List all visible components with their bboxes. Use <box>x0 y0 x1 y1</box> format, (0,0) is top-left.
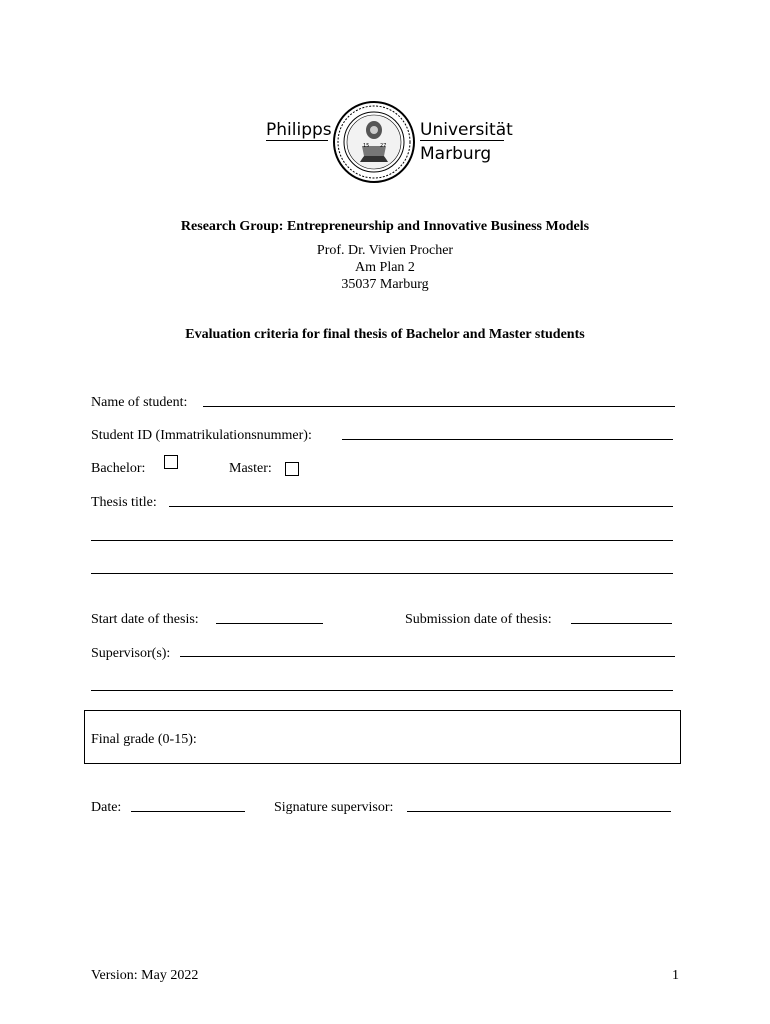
submission-date-label: Submission date of thesis: <box>405 612 552 627</box>
bachelor-checkbox[interactable] <box>164 455 178 469</box>
signature-field[interactable] <box>407 811 671 812</box>
logo-rule-left <box>266 140 328 141</box>
address-city: 35037 Marburg <box>341 277 429 292</box>
date-label: Date: <box>91 800 122 815</box>
university-seal-icon <box>332 100 416 184</box>
student-id-field[interactable] <box>342 439 673 440</box>
master-label: Master: <box>229 461 272 476</box>
supervisor-field[interactable] <box>180 656 675 657</box>
page-number: 1 <box>672 968 679 983</box>
document-title: Evaluation criteria for final thesis of Bachelor and Master students <box>185 327 585 342</box>
start-date-label: Start date of thesis: <box>91 612 199 627</box>
address-street: Am Plan 2 <box>355 260 415 275</box>
start-date-field[interactable] <box>216 623 323 624</box>
thesis-title-label: Thesis title: <box>91 495 157 510</box>
final-grade-label: Final grade (0-15): <box>91 732 197 747</box>
date-field[interactable] <box>131 811 245 812</box>
logo-rule-right <box>420 140 504 141</box>
logo-word-philipps: Philipps <box>266 120 332 140</box>
signature-label: Signature supervisor: <box>274 800 394 815</box>
version-footer: Version: May 2022 <box>91 968 199 983</box>
submission-date-field[interactable] <box>571 623 672 624</box>
thesis-title-line-2[interactable] <box>91 540 673 541</box>
student-name-label: Name of student: <box>91 395 188 410</box>
master-checkbox[interactable] <box>285 462 299 476</box>
thesis-title-field[interactable] <box>169 506 673 507</box>
university-logo <box>264 98 513 188</box>
supervisor-label: Supervisor(s): <box>91 646 171 661</box>
logo-word-universitat: Universität <box>420 120 513 140</box>
student-name-field[interactable] <box>203 406 675 407</box>
seal-year-right: 27 <box>380 143 387 149</box>
logo-word-marburg: Marburg <box>420 144 492 164</box>
supervisor-line-2[interactable] <box>91 690 673 691</box>
research-group-heading: Research Group: Entrepreneurship and Innovative Business Models <box>180 219 590 234</box>
seal-year-left: 15 <box>363 143 370 149</box>
bachelor-label: Bachelor: <box>91 461 146 476</box>
professor-name: Prof. Dr. Vivien Procher <box>316 243 454 258</box>
thesis-title-line-3[interactable] <box>91 573 673 574</box>
student-id-label: Student ID (Immatrikulationsnummer): <box>91 428 312 443</box>
